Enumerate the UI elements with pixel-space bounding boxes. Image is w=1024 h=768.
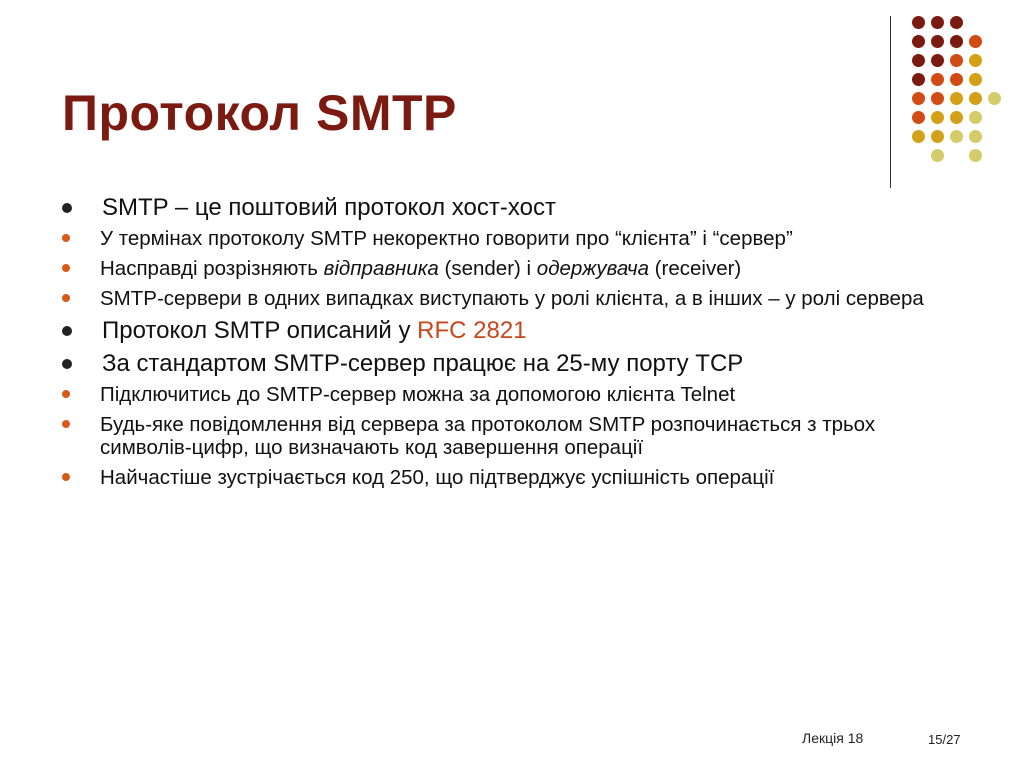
bullet-dot-icon bbox=[62, 359, 72, 369]
sub-bullet-item bbox=[62, 287, 962, 310]
decor-dot bbox=[950, 111, 963, 124]
sub-bullet-list bbox=[62, 383, 962, 489]
bullet-item bbox=[62, 350, 962, 377]
sub-bullet-emphasis: відправника bbox=[323, 257, 439, 280]
sub-bullet-dot-icon bbox=[62, 264, 70, 272]
decor-dot bbox=[912, 111, 925, 124]
sub-bullet-dot-icon bbox=[62, 294, 70, 302]
footer-lecture-label: Лекція 18 bbox=[802, 730, 864, 746]
sub-bullet-emphasis: одержувача bbox=[536, 257, 649, 280]
decor-dot bbox=[950, 73, 963, 86]
decor-dot bbox=[988, 92, 1001, 105]
decor-dot bbox=[912, 35, 925, 48]
sub-bullet-dot-icon bbox=[62, 420, 70, 428]
footer-page-number: 15/27 bbox=[928, 732, 961, 747]
slide-content bbox=[62, 194, 962, 496]
sub-bullet-item bbox=[62, 383, 962, 406]
decor-dot bbox=[969, 35, 982, 48]
bullet-item bbox=[62, 194, 962, 221]
decor-dot bbox=[950, 54, 963, 67]
sub-bullet-text: SMTP-сервери в одних випадках виступають у ролі клієнта, а в інших – у ролі сервера bbox=[100, 287, 924, 310]
decor-dot bbox=[950, 130, 963, 143]
sub-bullet-text: У термінах протоколу SMTP некоректно говорити про “клієнта” і “сервер” bbox=[100, 227, 793, 250]
rfc-link[interactable]: RFC 2821 bbox=[417, 317, 527, 344]
sub-bullet-text: Найчастіше зустрічається код 250, що підтверджує успішність операції bbox=[100, 466, 775, 489]
slide-title: Протокол SMTP bbox=[62, 85, 457, 141]
decor-dot bbox=[931, 35, 944, 48]
sub-bullet-dot-icon bbox=[62, 473, 70, 481]
sub-bullet-dot-icon bbox=[62, 234, 70, 242]
bullet-text: SMTP – це поштовий протокол хост-хост bbox=[102, 194, 556, 221]
sub-bullet-list bbox=[62, 227, 962, 310]
decor-dot bbox=[912, 16, 925, 29]
bullet-dot-icon bbox=[62, 326, 72, 336]
decor-dot bbox=[969, 73, 982, 86]
sub-bullet-item bbox=[62, 227, 962, 250]
bullet-text: Протокол SMTP описаний у bbox=[102, 317, 418, 344]
decor-dot bbox=[969, 92, 982, 105]
decor-dot bbox=[931, 149, 944, 162]
decor-dot bbox=[931, 16, 944, 29]
bullet-item bbox=[62, 317, 962, 344]
decor-dot bbox=[950, 92, 963, 105]
decor-dot bbox=[969, 130, 982, 143]
sub-bullet-item bbox=[62, 466, 962, 489]
decor-dot bbox=[912, 73, 925, 86]
sub-bullet-text: Будь-яке повідомлення від сервера за протоколом SMTP розпочинається з трьох символів-цифр, що визначають код завершення операції bbox=[100, 413, 876, 459]
decor-dot bbox=[912, 130, 925, 143]
decor-dot bbox=[950, 35, 963, 48]
decor-dot bbox=[931, 54, 944, 67]
divider-line bbox=[890, 16, 891, 188]
decor-dot bbox=[931, 73, 944, 86]
decor-dot bbox=[969, 54, 982, 67]
decor-dot bbox=[931, 92, 944, 105]
decor-dot bbox=[969, 111, 982, 124]
sub-bullet-item bbox=[62, 413, 962, 459]
bullet-dot-icon bbox=[62, 203, 72, 213]
sub-bullet-dot-icon bbox=[62, 390, 70, 398]
decor-dot bbox=[931, 130, 944, 143]
decor-dot bbox=[931, 111, 944, 124]
bullet-text: За стандартом SMTP-сервер працює на 25-му порту TCP bbox=[102, 350, 744, 377]
sub-bullet-text-part: (sender) і bbox=[438, 257, 537, 280]
sub-bullet-item bbox=[62, 257, 962, 280]
sub-bullet-text-part: Насправді розрізняють bbox=[100, 257, 324, 280]
decor-dot bbox=[950, 16, 963, 29]
decor-dot bbox=[912, 54, 925, 67]
decor-dot bbox=[912, 92, 925, 105]
decor-dot bbox=[969, 149, 982, 162]
sub-bullet-text: Підключитись до SMTP-сервер можна за допомогою клієнта Telnet bbox=[100, 383, 736, 406]
sub-bullet-text-part: (receiver) bbox=[648, 257, 742, 280]
